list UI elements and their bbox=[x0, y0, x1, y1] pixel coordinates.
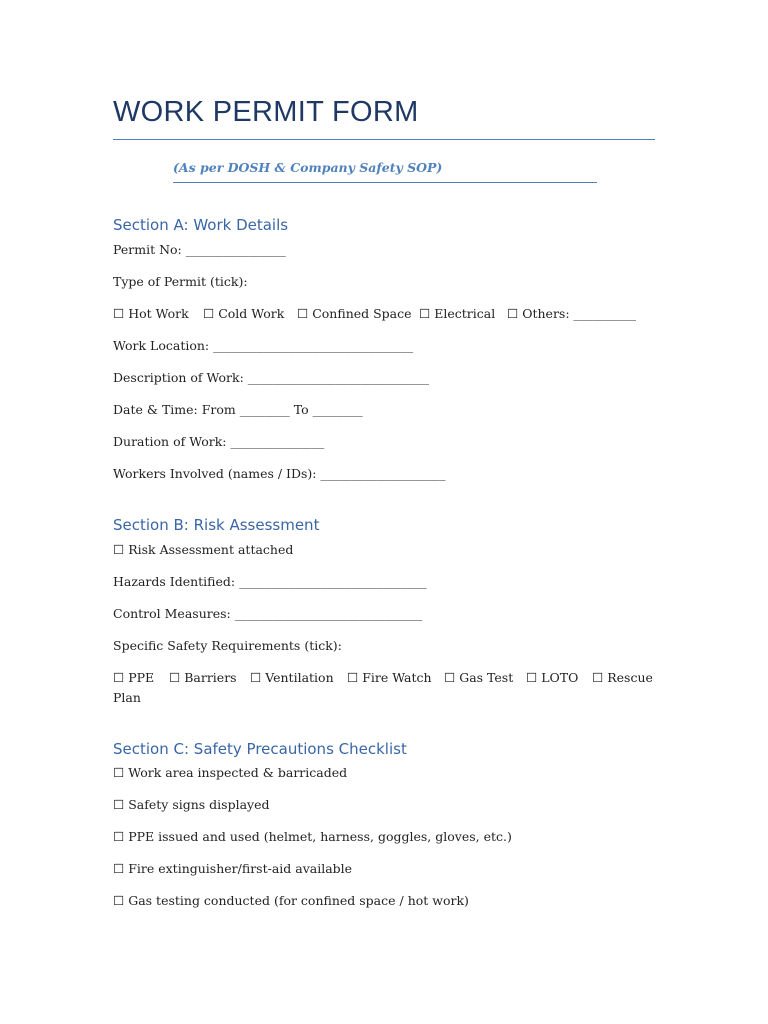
checkbox-label: Others: __________ bbox=[522, 306, 637, 321]
checkbox-fire-extinguisher[interactable] bbox=[113, 859, 352, 879]
checkbox-icon: ☐ bbox=[592, 670, 604, 685]
checkbox-label: Ventilation bbox=[265, 670, 334, 685]
checkbox-gas-testing[interactable] bbox=[113, 891, 469, 911]
checkbox-risk-assessment-attached[interactable] bbox=[113, 540, 293, 560]
checkbox-icon: ☐ bbox=[113, 861, 125, 876]
date-time-field: Date & Time: From ________ To ________ bbox=[113, 402, 363, 417]
checkbox-icon: ☐ bbox=[113, 797, 125, 812]
checkbox-label: PPE bbox=[128, 670, 155, 685]
section-c-heading: Section C: Safety Precautions Checklist bbox=[113, 740, 407, 758]
checkbox-rescue-plan[interactable] bbox=[592, 668, 653, 688]
checkbox-label: Risk Assessment attached bbox=[128, 542, 294, 557]
checkbox-icon: ☐ bbox=[113, 893, 125, 908]
checkbox-label: Gas testing conducted (for confined space / hot work) bbox=[128, 893, 469, 908]
checkbox-electrical[interactable] bbox=[419, 304, 495, 324]
checkbox-label: Work area inspected & barricaded bbox=[128, 765, 348, 780]
control-measures-field: Control Measures: ______________________________ bbox=[113, 606, 423, 621]
checkbox-icon: ☐ bbox=[113, 306, 125, 321]
checkbox-label: Hot Work bbox=[128, 306, 189, 321]
checkbox-label: PPE issued and used (helmet, harness, goggles, gloves, etc.) bbox=[128, 829, 512, 844]
checkbox-icon: ☐ bbox=[347, 670, 359, 685]
checkbox-barriers[interactable] bbox=[169, 668, 237, 688]
checkbox-cold-work[interactable] bbox=[203, 304, 284, 324]
description-field: Description of Work: _____________________________ bbox=[113, 370, 430, 385]
checkbox-work-area-inspected[interactable] bbox=[113, 763, 347, 783]
workers-field: Workers Involved (names / IDs): ____________________ bbox=[113, 466, 446, 481]
checkbox-icon: ☐ bbox=[113, 765, 125, 780]
work-location-field: Work Location: ________________________________ bbox=[113, 338, 414, 353]
document-subtitle: (As per DOSH & Company Safety SOP) bbox=[173, 160, 443, 175]
checkbox-icon: ☐ bbox=[203, 306, 215, 321]
checkbox-label: Rescue bbox=[607, 670, 653, 685]
hazards-field: Hazards Identified: ______________________________ bbox=[113, 574, 427, 589]
checkbox-others[interactable] bbox=[507, 304, 636, 324]
checkbox-fire-watch[interactable] bbox=[347, 668, 432, 688]
checkbox-icon: ☐ bbox=[113, 829, 125, 844]
checkbox-hot-work[interactable] bbox=[113, 304, 189, 324]
type-of-permit-label: Type of Permit (tick): bbox=[113, 274, 248, 289]
section-a-heading: Section A: Work Details bbox=[113, 216, 289, 234]
checkbox-icon: ☐ bbox=[507, 306, 519, 321]
checkbox-ppe-issued[interactable] bbox=[113, 827, 512, 847]
duration-field: Duration of Work: _______________ bbox=[113, 434, 325, 449]
checkbox-icon: ☐ bbox=[113, 670, 125, 685]
checkbox-label: Fire extinguisher/first-aid available bbox=[128, 861, 353, 876]
checkbox-icon: ☐ bbox=[444, 670, 456, 685]
checkbox-icon: ☐ bbox=[297, 306, 309, 321]
permit-no-field: Permit No: ________________ bbox=[113, 242, 286, 257]
section-b-heading: Section B: Risk Assessment bbox=[113, 516, 320, 534]
checkbox-icon: ☐ bbox=[169, 670, 181, 685]
checkbox-label: Electrical bbox=[434, 306, 496, 321]
checkbox-label: Barriers bbox=[184, 670, 237, 685]
subtitle-underline bbox=[173, 182, 597, 183]
title-underline bbox=[113, 139, 655, 140]
checkbox-label: Safety signs displayed bbox=[128, 797, 270, 812]
rescue-plan-wrap-text: Plan bbox=[113, 690, 141, 705]
checkbox-icon: ☐ bbox=[113, 542, 125, 557]
checkbox-label: Fire Watch bbox=[362, 670, 432, 685]
checkbox-label: Gas Test bbox=[459, 670, 514, 685]
checkbox-ppe[interactable] bbox=[113, 668, 154, 688]
checkbox-loto[interactable] bbox=[526, 668, 578, 688]
specific-requirements-label: Specific Safety Requirements (tick): bbox=[113, 638, 342, 653]
checkbox-label: Confined Space bbox=[312, 306, 412, 321]
checkbox-icon: ☐ bbox=[526, 670, 538, 685]
checkbox-icon: ☐ bbox=[419, 306, 431, 321]
checkbox-gas-test[interactable] bbox=[444, 668, 513, 688]
checkbox-label: LOTO bbox=[541, 670, 579, 685]
checkbox-safety-signs[interactable] bbox=[113, 795, 270, 815]
checkbox-label: Cold Work bbox=[218, 306, 285, 321]
checkbox-confined-space[interactable] bbox=[297, 304, 412, 324]
document-title: WORK PERMIT FORM bbox=[113, 96, 419, 128]
checkbox-ventilation[interactable] bbox=[250, 668, 334, 688]
checkbox-icon: ☐ bbox=[250, 670, 262, 685]
